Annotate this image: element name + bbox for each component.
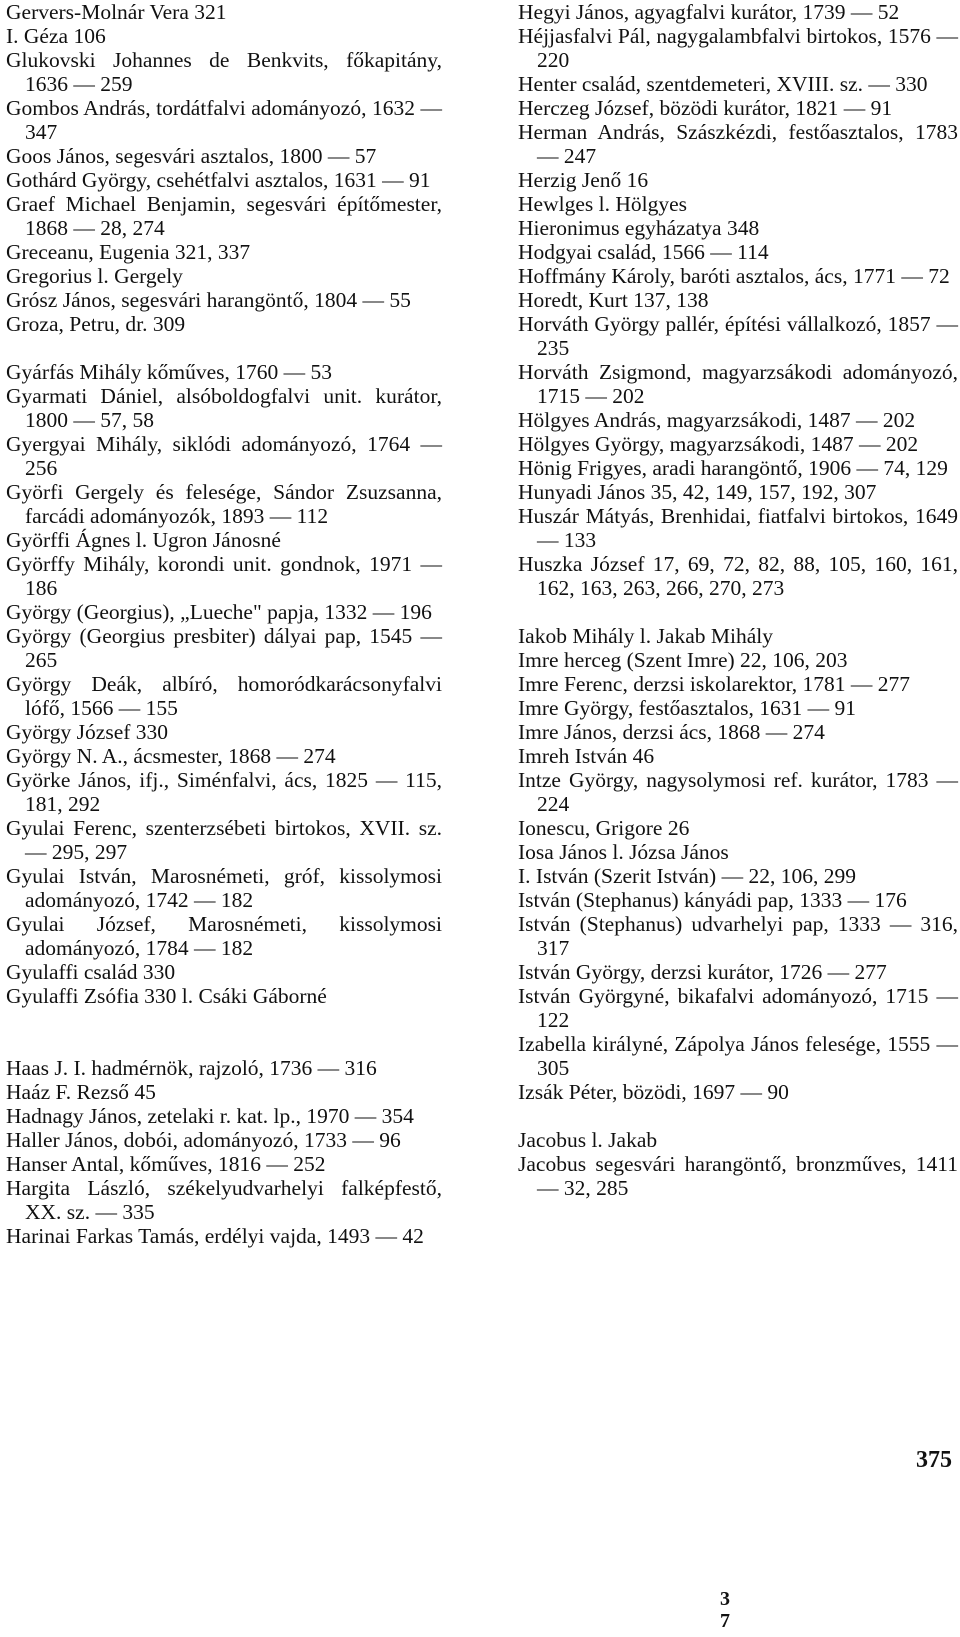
index-entry: Graef Michael Benjamin, segesvári építőmester, 1868 — 28, 274	[6, 192, 442, 240]
index-entry: György (Georgius), „Lueche" papja, 1332 — 196	[6, 600, 432, 624]
index-entry: István (Stephanus) kányádi pap, 1333 — 176	[518, 888, 907, 912]
index-entry: Jacobus l. Jakab	[518, 1128, 658, 1152]
index-entry: Grósz János, segesvári harangöntő, 1804 — 55	[6, 288, 411, 312]
index-entry: Hönig Frigyes, aradi harangöntő, 1906 — 74, 129	[518, 456, 948, 480]
index-entry: Haáz F. Rezső 45	[6, 1080, 156, 1104]
index-entry: Intze György, nagysolymosi ref. kurátor, 1783 — 224	[518, 768, 958, 816]
index-entry: Ionescu, Grigore 26	[518, 816, 690, 840]
section-gap	[518, 600, 958, 624]
index-entry: Gervers-Molnár Vera 321	[6, 0, 227, 24]
index-entry: Györke János, ifj., Siménfalvi, ács, 1825 — 115, 181, 292	[6, 768, 442, 816]
footer-mark-line-1: 3	[720, 1588, 730, 1610]
index-entry: Huszár Mátyás, Brenhidai, fiatfalvi birtokos, 1649 — 133	[518, 504, 958, 552]
index-entry: I. Géza 106	[6, 24, 106, 48]
index-entry: Hegyi János, agyagfalvi kurátor, 1739 — 52	[518, 0, 900, 24]
section-gap	[518, 1104, 958, 1128]
index-entry: Horváth Zsigmond, magyarzsákodi adományozó, 1715 — 202	[518, 360, 958, 408]
index-entry: Huszka József 17, 69, 72, 82, 88, 105, 160, 161, 162, 163, 263, 266, 270, 273	[518, 552, 958, 600]
index-entry: Györffi Ágnes l. Ugron Jánosné	[6, 528, 281, 552]
index-entry: István Györgyné, bikafalvi adományozó, 1715 — 122	[518, 984, 958, 1032]
index-entry: Hunyadi János 35, 42, 149, 157, 192, 307	[518, 480, 877, 504]
index-entry: I. István (Szerit István) — 22, 106, 299	[518, 864, 856, 888]
index-entry: Hölgyes András, magyarzsákodi, 1487 — 202	[518, 408, 916, 432]
index-entry: Haas J. I. hadmérnök, rajzoló, 1736 — 316	[6, 1056, 377, 1080]
index-entry: Hargita László, székelyudvarhelyi falképfestő, XX. sz. — 335	[6, 1176, 442, 1224]
index-entry: Gyulai István, Marosnémeti, gróf, kissolymosi adományozó, 1742 — 182	[6, 864, 442, 912]
index-entry: Gyulai József, Marosnémeti, kissolymosi adományozó, 1784 — 182	[6, 912, 442, 960]
index-entry: Herzig Jenő 16	[518, 168, 649, 192]
index-entry: Gyergyai Mihály, siklódi adományozó, 1764 — 256	[6, 432, 442, 480]
footer-mark-line-2: 7	[720, 1610, 730, 1632]
index-entry: Horváth György pallér, építési vállalkozó, 1857 — 235	[518, 312, 958, 360]
index-entry: Hewlges l. Hölgyes	[518, 192, 687, 216]
index-entry: Iosa János l. Józsa János	[518, 840, 729, 864]
index-entry: Greceanu, Eugenia 321, 337	[6, 240, 251, 264]
index-entry: Herman András, Szászkézdi, festőasztalos, 1783 — 247	[518, 120, 958, 168]
index-entry: Iakob Mihály l. Jakab Mihály	[518, 624, 773, 648]
index-entry: István (Stephanus) udvarhelyi pap, 1333 — 316, 317	[518, 912, 958, 960]
index-entry: Jacobus segesvári harangöntő, bronzműves, 1411 — 32, 285	[518, 1152, 958, 1200]
index-entry: Gyárfás Mihály kőműves, 1760 — 53	[6, 360, 333, 384]
index-entry: Hoffmány Károly, baróti asztalos, ács, 1771 — 72	[518, 264, 950, 288]
index-entry: Györffy Mihály, korondi unit. gondnok, 1971 — 186	[6, 552, 442, 600]
index-entry: Gyulai Ferenc, szenterzsébeti birtokos, XVII. sz. — 295, 297	[6, 816, 442, 864]
index-entry: Gombos András, tordátfalvi adományozó, 1632 — 347	[6, 96, 442, 144]
index-entry: Imre János, derzsi ács, 1868 — 274	[518, 720, 825, 744]
index-entry: Goos János, segesvári asztalos, 1800 — 57	[6, 144, 377, 168]
left-index-column	[6, 0, 442, 1248]
index-entry: Horedt, Kurt 137, 138	[518, 288, 709, 312]
index-entry: Imre Ferenc, derzsi iskolarektor, 1781 — 277	[518, 672, 910, 696]
index-entry: Izsák Péter, bözödi, 1697 — 90	[518, 1080, 789, 1104]
index-entry: Gyulaffi Zsófia 330 l. Csáki Gáborné	[6, 984, 327, 1008]
index-entry: Hölgyes György, magyarzsákodi, 1487 — 202	[518, 432, 919, 456]
index-entry: Hodgyai család, 1566 — 114	[518, 240, 769, 264]
section-gap	[6, 336, 442, 360]
index-entry: Glukovski Johannes de Benkvits, főkapitány, 1636 — 259	[6, 48, 442, 96]
index-entry: Herczeg József, bözödi kurátor, 1821 — 91	[518, 96, 893, 120]
index-entry: György (Georgius presbiter) dályai pap, 1545 — 265	[6, 624, 442, 672]
index-entry: Imre György, festőasztalos, 1631 — 91	[518, 696, 856, 720]
index-entry: Gregorius l. Gergely	[6, 264, 183, 288]
index-entry: Hieronimus egyházatya 348	[518, 216, 760, 240]
section-gap	[6, 1032, 442, 1056]
index-entry: Gothárd György, csehétfalvi asztalos, 1631 — 91	[6, 168, 431, 192]
index-entry: Groza, Petru, dr. 309	[6, 312, 186, 336]
index-entry: Hanser Antal, kőműves, 1816 — 252	[6, 1152, 326, 1176]
index-entry: Imreh István 46	[518, 744, 655, 768]
index-entry: Izabella királyné, Zápolya János felesége, 1555 — 305	[518, 1032, 958, 1080]
index-entry: Henter család, szentdemeteri, XVIII. sz. — 330	[518, 72, 928, 96]
index-entry: Hadnagy János, zetelaki r. kat. lp., 1970 — 354	[6, 1104, 414, 1128]
index-entry: Héjjasfalvi Pál, nagygalambfalvi birtokos, 1576 — 220	[518, 24, 958, 72]
page-number: 375	[916, 1447, 952, 1473]
index-entry: Imre herceg (Szent Imre) 22, 106, 203	[518, 648, 848, 672]
index-entry: Harinai Farkas Tamás, erdélyi vajda, 1493 — 42	[6, 1224, 424, 1248]
section-gap	[6, 1008, 442, 1032]
index-entry: György József 330	[6, 720, 169, 744]
right-index-column	[518, 0, 958, 1200]
footer-mark	[717, 1588, 733, 1632]
index-entry: Gyulaffi család 330	[6, 960, 176, 984]
index-entry: Haller János, dobói, adományozó, 1733 — 96	[6, 1128, 401, 1152]
index-entry: György N. A., ácsmester, 1868 — 274	[6, 744, 336, 768]
index-entry: György Deák, albíró, homoródkarácsonyfalvi lófő, 1566 — 155	[6, 672, 442, 720]
index-entry: István György, derzsi kurátor, 1726 — 277	[518, 960, 887, 984]
index-entry: Györfi Gergely és felesége, Sándor Zsuzsanna, farcádi adományozók, 1893 — 112	[6, 480, 442, 528]
index-entry: Gyarmati Dániel, alsóboldogfalvi unit. kurátor, 1800 — 57, 58	[6, 384, 442, 432]
